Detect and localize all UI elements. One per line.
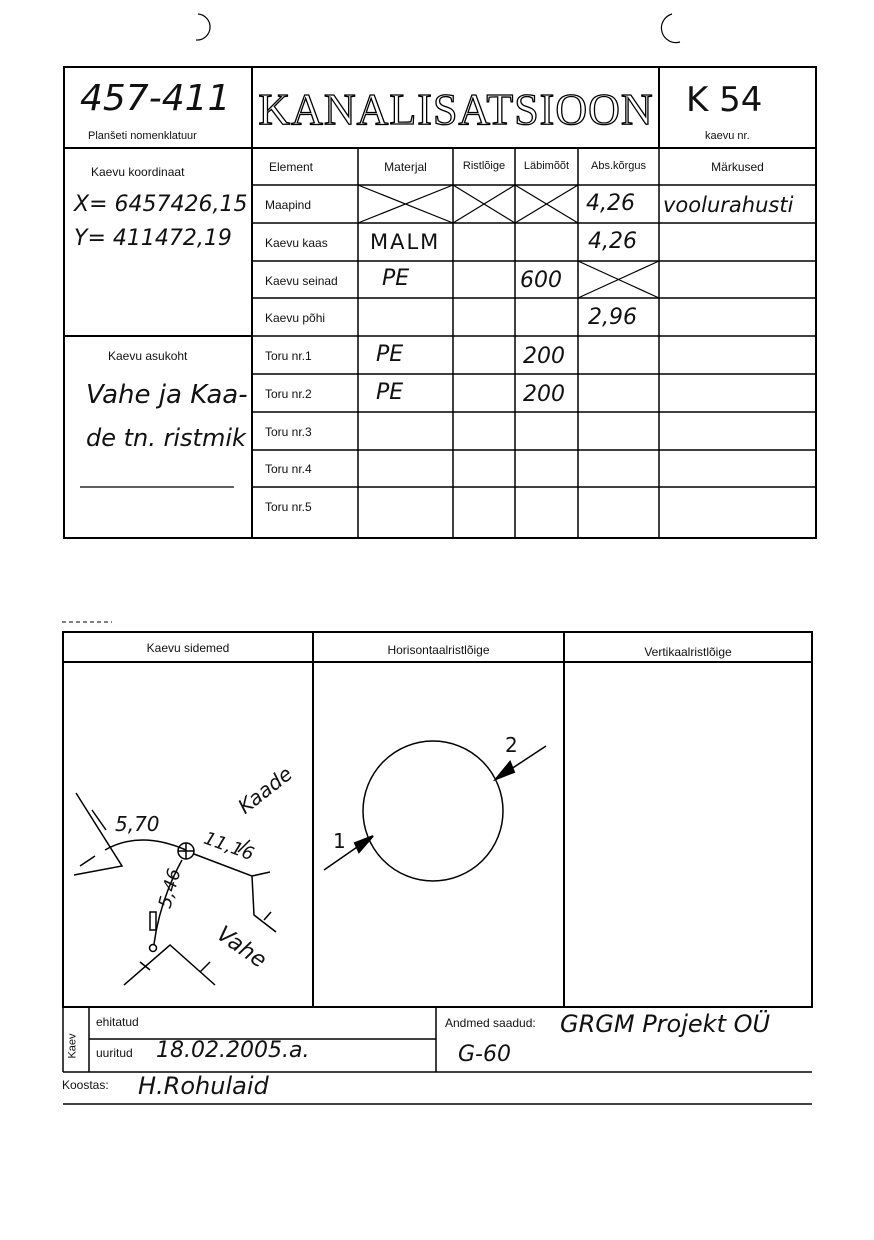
col-header-material: Materjal bbox=[384, 160, 427, 174]
table-row-element: Kaevu seinad bbox=[265, 274, 338, 288]
table-row-element: Kaevu põhi bbox=[265, 311, 326, 325]
table-row-element: Toru nr.1 bbox=[265, 349, 312, 363]
col-header-vertical-section: Vertikaalristlõige bbox=[644, 645, 732, 659]
well-number: K 54 bbox=[686, 80, 763, 120]
coordinate-y: Y= 411472,19 bbox=[74, 226, 232, 251]
author-name: H.Rohulaid bbox=[138, 1072, 269, 1100]
height-value: 2,96 bbox=[588, 305, 637, 330]
table-row-element: Toru nr.3 bbox=[265, 425, 312, 439]
author-label: Koostas: bbox=[62, 1078, 109, 1092]
col-header-height: Abs.kõrgus bbox=[590, 160, 647, 172]
material-value: PE bbox=[376, 342, 404, 367]
table-row-element: Kaevu kaas bbox=[265, 236, 328, 250]
table-row-element: Toru nr.2 bbox=[265, 387, 312, 401]
col-header-connections: Kaevu sidemed bbox=[146, 641, 230, 655]
height-value: 4,26 bbox=[588, 229, 637, 254]
location-line-1: Vahe ja Kaa- bbox=[86, 380, 248, 410]
table-row-element: Maapind bbox=[265, 198, 312, 212]
col-header-notes: Märkused bbox=[711, 160, 764, 174]
surveyed-date: 18.02.2005.a. bbox=[156, 1038, 310, 1063]
material-value: PE bbox=[382, 266, 410, 291]
well-label: kaevu nr. bbox=[705, 130, 750, 142]
source-label: Andmed saadud: bbox=[445, 1016, 536, 1030]
sketch-distance: 11,16 bbox=[200, 827, 257, 866]
built-label: ehitatud bbox=[96, 1015, 139, 1029]
sheet-code: 457-411 bbox=[80, 78, 231, 119]
pipe-number: 1 bbox=[333, 829, 346, 853]
sketch-distance: 5,70 bbox=[115, 812, 160, 836]
material-value: MALM bbox=[370, 230, 441, 254]
location-label: Kaevu asukoht bbox=[108, 349, 188, 363]
pipe-number: 2 bbox=[505, 733, 518, 757]
diameter-value: 200 bbox=[523, 344, 565, 369]
height-value: 4,26 bbox=[586, 191, 635, 216]
note-value: voolurahusti bbox=[663, 193, 794, 217]
diameter-value: 200 bbox=[523, 382, 565, 407]
location-line-2: de tn. ristmik bbox=[86, 424, 246, 452]
col-header-diameter: Läbimõõt bbox=[523, 160, 570, 172]
coordinates-label: Kaevu koordinaat bbox=[91, 165, 185, 179]
sheet-label: Planšeti nomenklatuur bbox=[88, 130, 197, 142]
col-header-element: Element bbox=[268, 160, 314, 174]
footer-side-label: Kaev bbox=[66, 1033, 79, 1059]
sketch-distance: 5,46 bbox=[154, 866, 186, 911]
street-name: Vahe bbox=[211, 921, 271, 974]
diameter-value: 600 bbox=[520, 268, 562, 293]
col-header-horizontal-section: Horisontaalristlõige bbox=[387, 643, 490, 657]
source-value: GRGM Projekt OÜ bbox=[560, 1010, 771, 1038]
table-row-element: Toru nr.5 bbox=[265, 500, 312, 514]
surveyed-label: uuritud bbox=[96, 1046, 133, 1060]
col-header-section: Ristlõige bbox=[462, 160, 506, 172]
street-name: Kaade bbox=[233, 761, 297, 819]
coordinate-x: X= 6457426,15 bbox=[74, 192, 248, 217]
table-row-element: Toru nr.4 bbox=[265, 462, 312, 476]
page-title: KANALISATSIOON bbox=[258, 85, 654, 134]
source-value-2: G-60 bbox=[458, 1042, 511, 1067]
material-value: PE bbox=[376, 380, 404, 405]
